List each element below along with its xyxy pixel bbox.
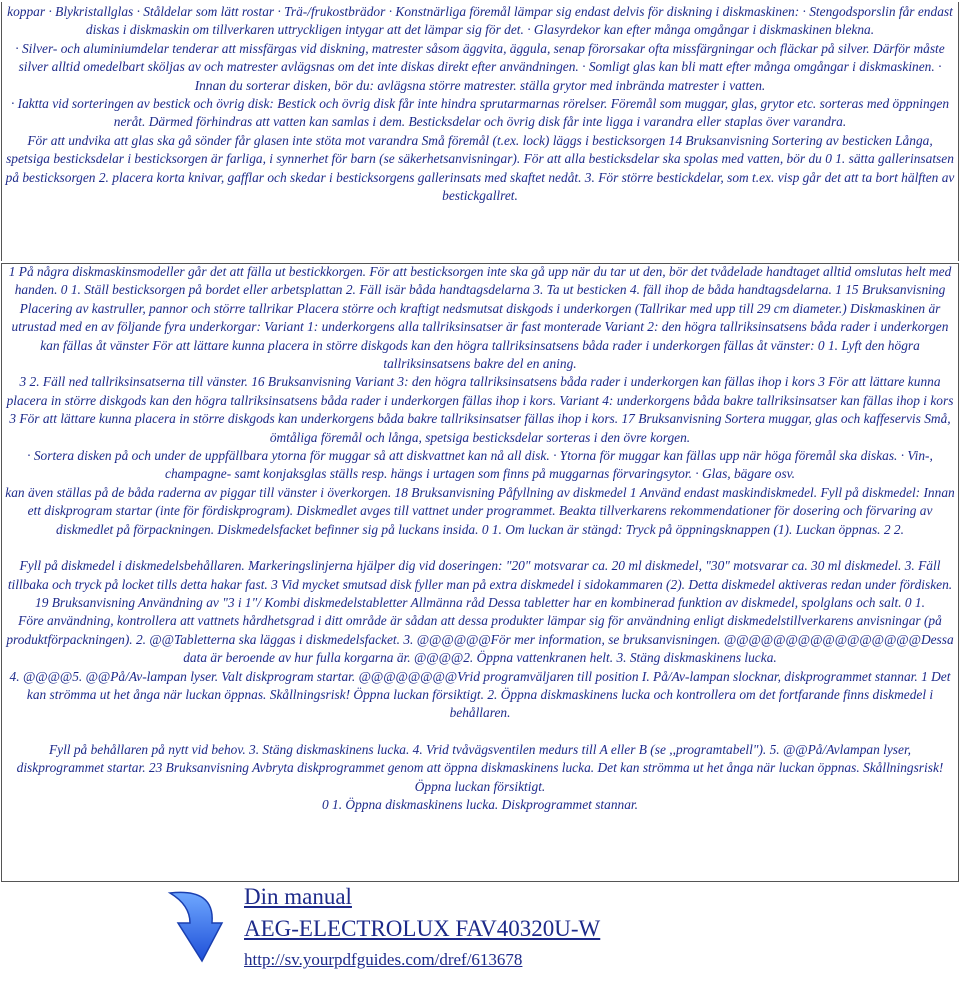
paragraph [4,723,956,741]
manual-link[interactable]: Din manual [244,884,352,909]
footer [244,882,600,971]
text-block-lower [4,263,956,814]
url-link[interactable]: http://sv.yourpdfguides.com/dref/613678 [244,950,523,969]
blue-arrow-icon [160,883,230,973]
model-link[interactable]: AEG-ELECTROLUX FAV40320U-W [244,916,601,941]
paragraph: · Silver- och aluminiumdelar tenderar att missfärgas vid diskning, matrester såsom äggvita, äggula, senap förorsakar ofta missfärgningar och fläckar på silver. Därför måste silver alltid omedelbart sköljas av och matrester avlägsnas om det inte diskas direkt efter användningen. · Somligt glas kan bli matt efter många omgångar i diskmaskinen. · Innan du sorterar disken, bör du: avlägsna större matrester. ställa grytor med inbrända matrester i vatten. [15,40,945,93]
paragraph: Fyll på behållaren på nytt vid behov. 3. Stäng diskmaskinens lucka. 4. Vrid tvåvägsventilen medurs till A eller B (se ,,programtabell"). 5. @@På/Avlampan lyser, diskprogrammet startar. 23 Bruksanvisning Avbryta diskprogrammet genom att öppna diskmaskinens lucka. Det kan strömma ut het ånga när luckan öppnas. Skållningsrisk! Öppna luckan försiktigt. [16,741,944,794]
paragraph: · Iaktta vid sorteringen av bestick och övrig disk: Bestick och övrig disk får inte hindra sprutarmarnas rörelser. Föremål som muggar, glas, grytor etc. sorteras med öppningen neråt. Därmed förhindras att vatten kan samlas i dem. Besticksdelar och övrig disk får inte ligga i varandra eller staplas över varandra. [10,96,950,130]
paragraph: 1 På några diskmaskinsmodeller går det att fälla ut bestickkorgen. För att besticksorgen inte ska gå upp när du tar ut den, bör det tvådelade handtaget alltid omslutas helt med handen. 0 1. Ställ besticksorgen på bordet eller arbetsplattan 2. Fäll isär båda handtagsdelarna 3. Ta ut besticken 4. fäll ihop de båda handtagsdelarna. 1 15 Bruksanvisning Placering av kastruller, pannor och större tallrikar Placera större och kraftigt nedsmutsat diskgods i underkorgen (Tallrikar med upp till 29 cm diameter.) Diskmaskinen är utrustad med en av följande fyra underkorgar: Variant 1: underkorgens alla tallriksinsatser är fast monterade Variant 2: den högra tallriksinsatsens båda rader i underkorgen kan fällas åt vänster För att lättare kunna placera in större diskgods kan den högra tallriksinsatsens båda rader i underkorgen fällas åt vänster: 0 1. Lyft den högra tallriksinsatsens bakre del en aning. [8,264,952,372]
paragraph: kan även ställas på de båda raderna av piggar till vänster i överkorgen. 18 Bruksanvisning Påfyllning av diskmedel 1 Använd endast maskindiskmedel. Fyll på diskmedel: Innan ett diskprogram startar (inte för fördiskprogram). Diskmedlet avges till vattnet under programmet. Beakta tillverkarens rekommendationer för dosering och förvaring av diskmedlet på förpackningen. Diskmedelsfacket befinner sig på luckans insida. 0 1. Om luckan är stängd: Tryck på öppningsknappen (1). Luckan öppnas. 2 2. [5,484,955,537]
text-block-upper [4,3,956,205]
paragraph: För att undvika att glas ska gå sönder får glasen inte stöta mot varandra Små föremål (t.ex. lock) läggs i besticksorgen 14 Bruksanvisning Sortering av besticken Långa, spetsiga besticksdelar i besticksorgen är farliga, i synnerhet för barn (se säkerhetsanvisningar). För att alla besticksdelar ska spolas med vatten, bör du 0 1. sätta gallerinsatsen på besticksorgen 2. placera korta knivar, gafflar och skedar i besticksorgens gallerinsats med skaftet nedåt. 3. För större bestickdelar, som t.ex. visp går det att ta bort hälften av bestickgallret. [5,132,955,204]
paragraph: Före användning, kontrollera att vattnets hårdhetsgrad i ditt område är sådan att dessa produkter lämpar sig för användning enligt diskmedelstillverkarens anvisningar (på produktförpackningen). 2. @@Tabletterna ska läggas i diskmedelsfacket. 3. @@@@@@För mer information, se bruksanvisningen. @@@@@@@@@@@@@@@@Dessa data är beroende av hur fulla korgarna är. @@@@2. Öppna vattenkranen helt. 3. Stäng diskmaskinens lucka. [6,613,954,666]
paragraph: 4. @@@@5. @@På/Av-lampan lyser. Valt diskprogram startar. @@@@@@@@Vrid programväljaren till position I. På/Av-lampan slocknar, diskprogrammet stannar. 1 Det kan strömma ut het ånga när luckan öppnas. Skållningsrisk! Öppna luckan försiktigt. 2. Öppna diskmaskinens lucka och kontrollera om det fortfarande finns diskmedel i behållaren. [9,668,951,721]
paragraph: · Sortera disken på och under de uppfällbara ytorna för muggar så att diskvattnet kan nå all disk. · Ytorna för muggar kan fällas upp när höga föremål ska diskas. · Vin-, champagne- samt konjaksglas ställs resp. hängs i urtagen som finns på muggarnas förvaringsytor. · Glas, bägare osv. [27,448,933,482]
paragraph [4,539,956,557]
paragraph: 0 1. Öppna diskmaskinens lucka. Diskprogrammet stannar. [321,796,639,812]
paragraph: 3 2. Fäll ned tallriksinsatserna till vänster. 16 Bruksanvisning Variant 3: den högra tallriksinsatsens båda rader i underkorgen kan fällas ihop i kors 3 För att lättare kunna placera in större diskgods kan den högra tallriksinsatsens båda rader i underkorgen fällas ihop i kors. Variant 4: underkorgens båda bakre tallriksinsatser kan fällas ihop i kors 3 För att lättare kunna placera in större diskgods kan underkorgens båda bakre tallriksinsatser fällas ihop i kors. 17 Bruksanvisning Sortera muggar, glas och kaffeservis Små, ömtåliga föremål och långa, spetsiga besticksdelar sorteras i den övre korgen. [6,374,954,445]
paragraph: Fyll på diskmedel i diskmedelsbehållaren. Markeringslinjerna hjälper dig vid doseringen: "20" motsvarar ca. 20 ml diskmedel, "30" motsvarar ca. 30 ml diskmedel. 3. Fäll tillbaka och tryck på locket tills detta hakar fast. 3 Vid mycket smutsad disk fyller man på extra diskmedel i sidokammaren (2). Detta diskmedel aktiveras redan under fördisken. 19 Bruksanvisning Användning av "3 i 1"/ Kombi diskmedelstabletter Allmänna råd Dessa tabletter har en kombinerad funktion av diskmedel, spolglans och salt. 0 1. [7,558,953,610]
paragraph: koppar · Blykristallglas · Ståldelar som lätt rostar · Trä-/frukostbrädor · Konstnärliga föremål lämpar sig endast delvis för diskning i diskmaskinen: · Stengodsporslin får endast diskas i diskmaskin om tillverkaren uttryckligen intygar att det lämpar sig för det. · Glasyrdekor kan efter många omgångar i diskmaskinen blekna. [7,4,953,38]
